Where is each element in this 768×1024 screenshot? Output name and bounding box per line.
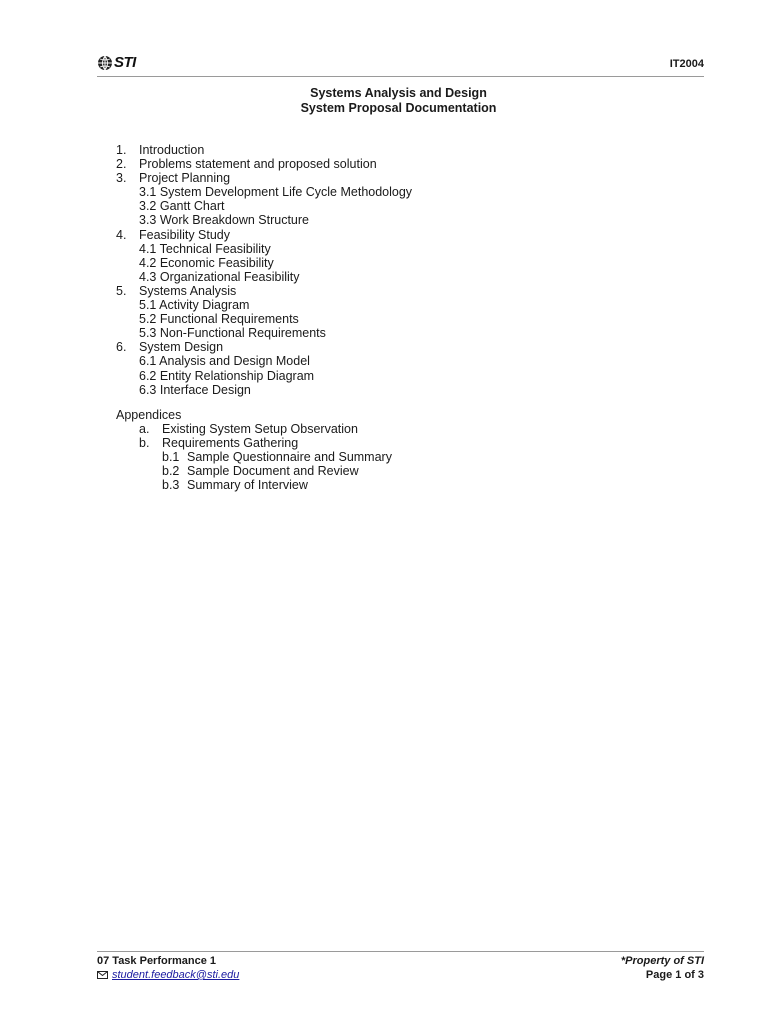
- toc-item: 4. Feasibility Study: [116, 227, 231, 242]
- title-line-2: System Proposal Documentation: [300, 101, 497, 115]
- page-header: [97, 52, 704, 77]
- toc-subitem: 4.1 Technical Feasibility: [139, 241, 271, 256]
- toc-subitem: 5.3 Non-Functional Requirements: [139, 326, 326, 341]
- appendix-subitem: b.1 Sample Questionnaire and Summary: [162, 450, 392, 465]
- logo-text: STI: [114, 54, 136, 71]
- property-label: *Property of STI: [620, 955, 704, 967]
- document-title: [97, 86, 700, 116]
- appendix-subitem: b.3 Summary of Interview: [162, 478, 308, 493]
- toc-subitem: 6.1 Analysis and Design Model: [139, 354, 310, 369]
- toc-item: 5. Systems Analysis: [116, 283, 237, 298]
- page-number: Page 1 of 3: [645, 969, 704, 981]
- toc-item: 2. Problems statement and proposed solution: [116, 157, 377, 172]
- toc-subitem: 4.2 Economic Feasibility: [139, 255, 274, 270]
- toc-subitem: 6.2 Entity Relationship Diagram: [139, 368, 315, 383]
- sti-globe-icon: [97, 55, 113, 71]
- title-line-1: Systems Analysis and Design: [310, 86, 487, 100]
- toc-item: 1. Introduction: [116, 143, 205, 157]
- appendix-item: b. Requirements Gathering: [139, 436, 299, 451]
- feedback-email-link[interactable]: student.feedback@sti.edu: [112, 969, 240, 981]
- toc-item: 6. System Design: [116, 340, 224, 355]
- appendix-item: a. Existing System Setup Observation: [139, 422, 358, 437]
- toc-item: 3. Project Planning: [116, 171, 231, 186]
- toc-subitem: 3.3 Work Breakdown Structure: [139, 213, 309, 228]
- envelope-icon: [97, 971, 108, 979]
- appendices-list: [116, 408, 392, 493]
- appendices-heading: Appendices: [116, 408, 182, 422]
- table-of-contents: [116, 143, 412, 397]
- toc-subitem: 6.3 Interface Design: [139, 382, 251, 397]
- toc-subitem: 3.2 Gantt Chart: [139, 199, 225, 214]
- appendix-subitem: b.2 Sample Document and Review: [162, 464, 359, 479]
- footer-email-row: [97, 969, 239, 981]
- page-footer: [97, 951, 704, 981]
- course-code: IT2004: [669, 58, 704, 70]
- toc-subitem: 4.3 Organizational Feasibility: [139, 269, 300, 284]
- sti-logo: [97, 54, 136, 71]
- toc-subitem: 5.1 Activity Diagram: [139, 298, 250, 313]
- task-label: 07 Task Performance 1: [97, 955, 217, 967]
- toc-subitem: 5.2 Functional Requirements: [139, 312, 299, 327]
- toc-subitem: 3.1 System Development Life Cycle Methodology: [139, 185, 413, 200]
